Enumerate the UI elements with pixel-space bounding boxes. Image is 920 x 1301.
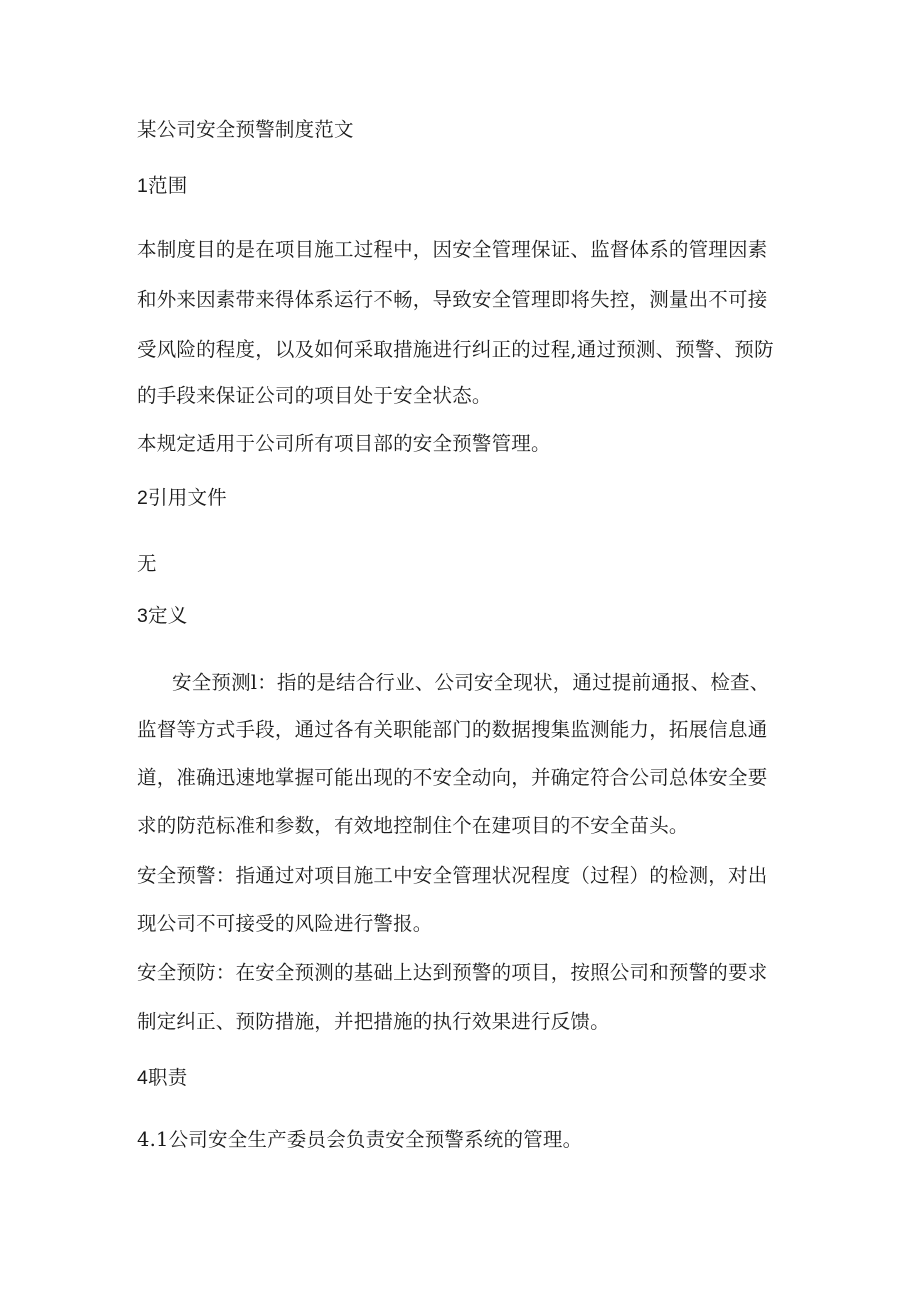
definition-1-line-4: 求的防范标准和参数，有效地控制住个在建项目的不安全苗头。 bbox=[137, 814, 689, 837]
definition-1-line-3: 道，准确迅速地掌握可能出现的不安全动向，并确定符合公司总体安全要 bbox=[137, 766, 768, 789]
section-1-para-1-line-2: 和外来因素带来得体系运行不畅，导致安全管理即将失控，测量出不可接 bbox=[137, 288, 768, 311]
definition-2-line-1: 安全预警：指通过对项目施工中安全管理状况程度（过程）的检测，对出 bbox=[137, 864, 768, 887]
definition-2-line-2: 现公司不可接受的风险进行警报。 bbox=[137, 912, 433, 935]
section-2-heading: 2引用文件 bbox=[137, 487, 227, 509]
definition-1-line-1: 安全预测l：指的是结合行业、公司安全现状，通过提前通报、检查、 bbox=[172, 671, 770, 694]
section-1-para-1-line-1: 本制度目的是在项目施工过程中，因安全管理保证、监督体系的管理因素 bbox=[137, 238, 768, 261]
section-3-heading: 3定义 bbox=[137, 605, 188, 627]
section-1-para-1-line-3: 受风险的程度，以及如何采取措施进行纠正的过程,通过预测、预警、预防 bbox=[137, 338, 774, 361]
definition-1-line-2: 监督等方式手段，通过各有关职能部门的数据搜集监测能力，拓展信息通 bbox=[137, 718, 768, 741]
document-title: 某公司安全预警制度范文 bbox=[137, 118, 354, 141]
section-1-heading: 1范围 bbox=[137, 175, 188, 197]
definition-3-line-1: 安全预防：在安全预测的基础上达到预警的项目，按照公司和预警的要求 bbox=[137, 961, 768, 984]
section-1-para-2: 本规定适用于公司所有项目部的安全预警管理。 bbox=[137, 432, 551, 455]
section-1-para-1-line-4: 的手段来保证公司的项目处于安全状态。 bbox=[137, 384, 492, 407]
section-4-heading: 4职责 bbox=[137, 1067, 188, 1089]
section-2-body: 无 bbox=[137, 552, 157, 575]
section-4-item-1: 4.1公司安全生产委员会负责安全预警系统的管理。 bbox=[137, 1128, 583, 1151]
definition-3-line-2: 制定纠正、预防措施，并把措施的执行效果进行反馈。 bbox=[137, 1010, 610, 1033]
